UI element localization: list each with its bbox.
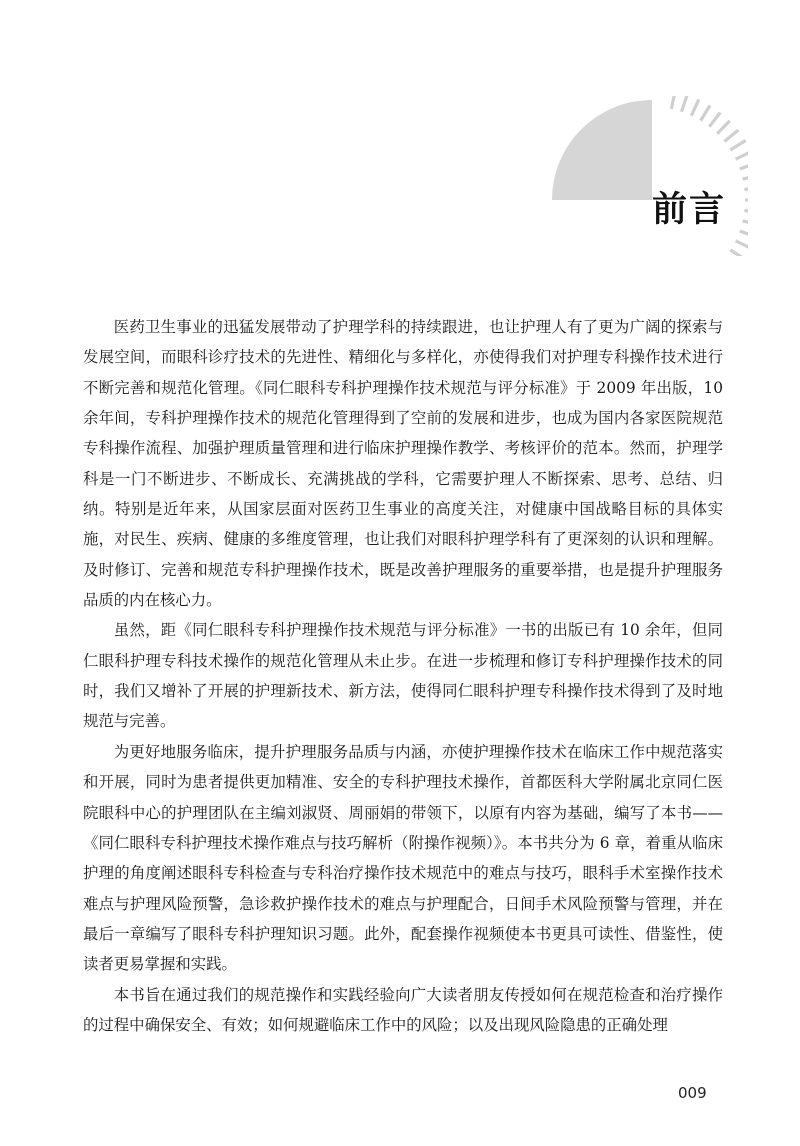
body-text bbox=[83, 312, 723, 1040]
decorative-tick bbox=[743, 221, 748, 225]
decorative-tick bbox=[682, 96, 688, 112]
decorative-tick bbox=[724, 130, 738, 141]
decorative-tick bbox=[736, 241, 748, 249]
decorative-tick bbox=[740, 231, 748, 237]
decorative-tick bbox=[743, 175, 748, 179]
decorative-tick bbox=[730, 250, 745, 256]
decorative-tick bbox=[744, 187, 748, 189]
decorative-quarter-circle bbox=[552, 100, 652, 200]
decorative-tick bbox=[736, 151, 748, 159]
decorative-tick bbox=[671, 96, 675, 109]
decorative-tick bbox=[744, 211, 748, 213]
decorative-dial-graphic bbox=[548, 96, 748, 256]
paragraph-2: 虽然，距《同仁眼科专科护理操作技术规范与评分标准》一书的出版已有 10 余年，但同仁眼科护理专科技术操作的规范化管理从未止步。在进一步梳理和修订专科护理操作技术的同时，我们又增补了开展的护理新技术、新方法，使得同仁眼科护理专科操作技术得到了及时地规范与完善。 bbox=[83, 621, 723, 731]
decorative-tick-marks bbox=[671, 96, 748, 256]
decorative-tick bbox=[709, 113, 720, 127]
decorative-tick bbox=[717, 121, 730, 134]
paragraph-3: 为更好地服务临床，提升护理服务品质与内涵，亦使护理操作技术在临床工作中规范落实和开展，同时为患者提供更加精准、安全的专科护理技术操作，首都医科大学附属北京同仁医院眼科中心的护理团队在主编刘淑贤、周丽娟的带领下，以原有内容为基础，编写了本书——《同仁眼科专科护理技术操作难点与技巧解析（附操作视频）》。本书共分为 6 章，着重从临床护理的角度阐述眼科专科检查与专科治疗操作技术规范中的难点与技巧，眼科手术室操作技术难点与护理风险预警，急诊救护操作技术的难点与护理配合，日间手术风险预警与管理，并在最后一章编写了眼科专科护理知识习题。此外，配套操作视频使本书更具可读性、借鉴性，使读者更易掌握和实践。 bbox=[83, 742, 723, 974]
page-number: 009 bbox=[678, 1084, 707, 1102]
decorative-tick bbox=[691, 99, 699, 115]
decorative-tick bbox=[730, 140, 745, 150]
page-title: 前言 bbox=[652, 190, 727, 230]
paragraph-4: 本书旨在通过我们的规范操作和实践经验向广大读者朋友传授如何在规范检查和治疗操作的过程中确保安全、有效；如何规避临床工作中的风险；以及出现风险隐患的正确处理 bbox=[83, 985, 723, 1034]
paragraph-1: 医药卫生事业的迅猛发展带动了护理学科的持续跟进，也让护理人有了更为广阔的探索与发展空间，而眼科诊疗技术的先进性、精细化与多样化，亦使得我们对护理专科操作技术进行不断完善和规范化管理。《同仁眼科专科护理操作技术规范与评分标准》于 2009 年出版，10 余年间，专科护理操作技术的规范化管理得到了空前的发展和进步，也成为国内各家医院规范专科操作流程、加强护理质量管理和进行临床护理操作教学、考核评价的范本。然而，护理学科是一门不断进步、不断成长、充满挑战的学科，它需要护理人不断探索、思考、总结、归纳。特别是近年来，从国家层面对医药卫生事业的高度关注，对健康中国战略目标的具体实施，对民生、疾病、健康的多维度管理，也让我们对眼科护理学科有了更深刻的认识和理解。及时修订、完善和规范专科护理操作技术，既是改善护理服务的重要举措，也是提升护理服务品质的内在核心力。 bbox=[83, 318, 723, 610]
decorative-tick bbox=[701, 105, 710, 120]
decorative-tick bbox=[740, 163, 748, 169]
